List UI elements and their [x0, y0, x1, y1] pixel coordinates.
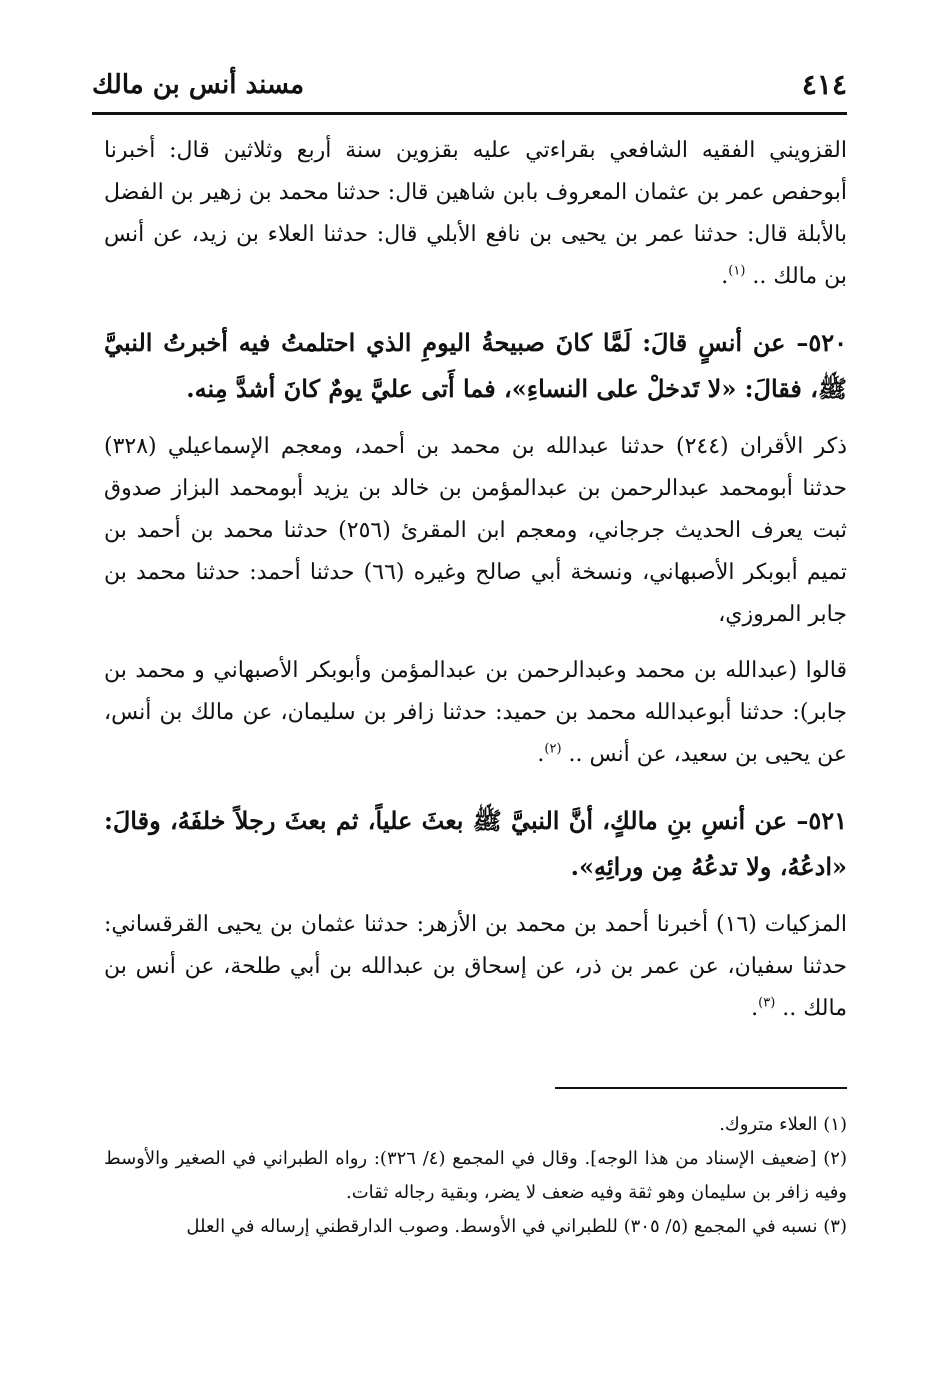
main-text	[104, 130, 847, 1030]
hadith-number: ٥٢٠–	[796, 328, 847, 357]
footnote-2: (٢) [ضعيف الإسناد من هذا الوجه]. وقال في المجمع (٤/ ٣٢٦): رواه الطبراني في الصغير والأوسط وفيه زافر بن سليمان وهو ثقة وفيه ضعف لا يضر، وبقية رجاله ثقات.	[104, 1148, 847, 1203]
paragraph-end: .	[721, 264, 729, 289]
footnote-separator	[555, 1087, 847, 1089]
paragraph-end: .	[751, 996, 759, 1021]
footnote-ref-2: (٢)	[544, 741, 562, 757]
paragraph-text: القزويني الفقيه الشافعي بقراءتي عليه بقزوين سنة أربع وثلاثين قال: أخبرنا أبوحفص عمر بن عثمان المعروف بابن شاهين قال: حدثنا محمد بن زهير بن الفضل بالأبلة قال: حدثنا عمر بن يحيى بن نافع الأبلي قال: حدثنا العلاء بن زيد، عن أنس بن مالك ..	[104, 138, 847, 289]
hadith-text: عن أنسٍ قالَ: لَمَّا كانَ صبيحةُ اليومِ الذي احتلمتُ فيه أخبرتُ النبيَّ ﷺ، فقالَ: «لا تَدخلْ على النساءِ»، فما أَتى عليَّ يومٌ كانَ أشدَّ مِنه.	[104, 328, 847, 403]
paragraph-text: قالوا (عبدالله بن محمد وعبدالرحمن بن عبدالمؤمن وأبوبكر الأصبهاني و محمد بن جابر): حدثنا أبوعبدالله محمد بن حميد: حدثنا زافر بن سليمان، عن مالك بن أنس، عن يحيى بن سعيد، عن أنس ..	[104, 658, 847, 767]
footnote-ref-3: (٣)	[758, 995, 776, 1011]
footnote-1: (١) العلاء متروك.	[719, 1114, 847, 1135]
hadith-520	[104, 320, 847, 412]
paragraph-end: .	[537, 742, 545, 767]
paragraph-text: المزكيات (١٦) أخبرنا أحمد بن محمد بن الأزهر: حدثنا عثمان بن يحيى القرقساني: حدثنا سفيان، عن عمر بن ذر، عن إسحاق بن عبدالله بن أبي طلحة، عن أنس بن مالك ..	[104, 912, 848, 1021]
page-number: ٤١٤	[801, 68, 847, 101]
footnotes	[104, 1108, 847, 1244]
running-title: مسند أنس بن مالك	[92, 70, 305, 100]
page-header	[92, 66, 847, 115]
paragraph-sources-1: ذكر الأقران (٢٤٤) حدثنا عبدالله بن محمد بن أحمد، ومعجم الإسماعيلي (٣٢٨) حدثنا أبومحمد عبدالرحمن بن عبدالمؤمن بن خالد بن يزيد أبومحمد البزاز صدوق ثبت يعرف الحديث جرجاني، ومعجم ابن المقرئ (٢٥٦) حدثنا محمد بن أحمد بن تميم أبوبكر الأصبهاني، ونسخة أبي صالح وغيره (٦٦) حدثنا أحمد: حدثنا محمد بن جابر المروزي،	[104, 434, 848, 627]
hadith-text: عن أنسِ بنِ مالكٍ، أنَّ النبيَّ ﷺ بعثَ علياً، ثم بعثَ رجلاً خلفَهُ، وقالَ: «ادعُهُ، ولا تدعُهُ مِن ورائِهِ».	[104, 806, 847, 881]
footnote-3: (٣) نسبه في المجمع (٥/ ٣٠٥) للطبراني في الأوسط. وصوب الدارقطني إرساله في العلل	[186, 1216, 847, 1237]
paragraph-isnad-3	[104, 904, 847, 1030]
footnote-ref-1: (١)	[728, 263, 746, 279]
hadith-number: ٥٢١–	[796, 806, 847, 835]
paragraph-isnad-2	[104, 650, 847, 776]
hadith-521	[104, 798, 847, 890]
paragraph-isnad-1	[104, 130, 847, 298]
